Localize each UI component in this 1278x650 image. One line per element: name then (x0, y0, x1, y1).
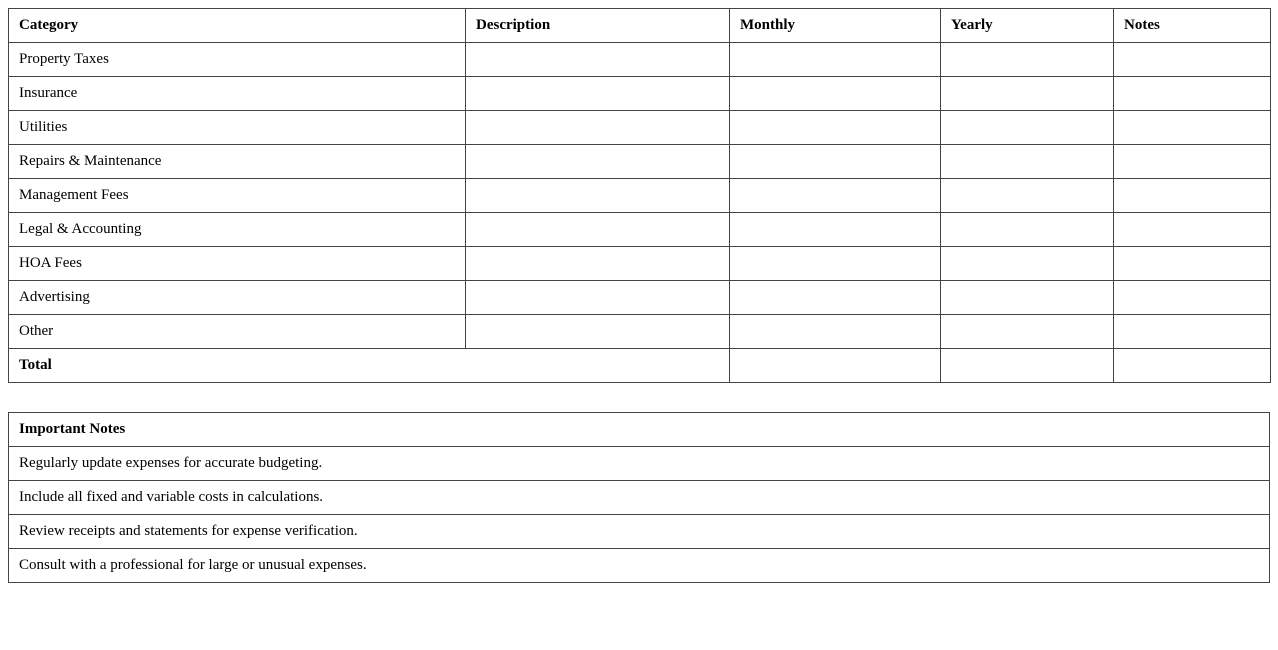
category-cell: Legal & Accounting (9, 213, 466, 247)
monthly-cell[interactable] (730, 213, 941, 247)
description-cell[interactable] (466, 315, 730, 349)
note-text: Review receipts and statements for expense verification. (9, 515, 1270, 549)
category-cell: HOA Fees (9, 247, 466, 281)
category-cell: Property Taxes (9, 43, 466, 77)
header-row (9, 9, 1271, 43)
notes-cell[interactable] (1114, 111, 1271, 145)
yearly-cell[interactable] (941, 213, 1114, 247)
table-row (9, 179, 1271, 213)
notes-cell[interactable] (1114, 247, 1271, 281)
category-cell: Other (9, 315, 466, 349)
header-category: Category (9, 9, 466, 43)
description-cell[interactable] (466, 281, 730, 315)
yearly-cell[interactable] (941, 281, 1114, 315)
total-monthly-cell[interactable] (730, 349, 941, 383)
table-row (9, 145, 1271, 179)
table-row (9, 247, 1271, 281)
important-notes-table (8, 412, 1270, 583)
description-cell[interactable] (466, 247, 730, 281)
notes-cell[interactable] (1114, 281, 1271, 315)
header-monthly: Monthly (730, 9, 941, 43)
category-cell: Insurance (9, 77, 466, 111)
yearly-cell[interactable] (941, 111, 1114, 145)
note-text: Consult with a professional for large or unusual expenses. (9, 549, 1270, 583)
header-description: Description (466, 9, 730, 43)
note-row (9, 549, 1270, 583)
total-label: Total (9, 349, 730, 383)
table-row (9, 315, 1271, 349)
monthly-cell[interactable] (730, 77, 941, 111)
monthly-cell[interactable] (730, 247, 941, 281)
yearly-cell[interactable] (941, 247, 1114, 281)
table-row (9, 43, 1271, 77)
yearly-cell[interactable] (941, 43, 1114, 77)
note-text: Include all fixed and variable costs in calculations. (9, 481, 1270, 515)
description-cell[interactable] (466, 111, 730, 145)
description-cell[interactable] (466, 145, 730, 179)
note-row (9, 481, 1270, 515)
yearly-cell[interactable] (941, 315, 1114, 349)
description-cell[interactable] (466, 179, 730, 213)
notes-cell[interactable] (1114, 43, 1271, 77)
table-row (9, 111, 1271, 145)
yearly-cell[interactable] (941, 77, 1114, 111)
yearly-cell[interactable] (941, 145, 1114, 179)
category-cell: Utilities (9, 111, 466, 145)
note-row (9, 515, 1270, 549)
note-row (9, 447, 1270, 481)
category-cell: Repairs & Maintenance (9, 145, 466, 179)
monthly-cell[interactable] (730, 315, 941, 349)
monthly-cell[interactable] (730, 43, 941, 77)
monthly-cell[interactable] (730, 145, 941, 179)
yearly-cell[interactable] (941, 179, 1114, 213)
notes-cell[interactable] (1114, 315, 1271, 349)
expenses-table (8, 8, 1271, 383)
table-row (9, 213, 1271, 247)
description-cell[interactable] (466, 213, 730, 247)
notes-cell[interactable] (1114, 179, 1271, 213)
note-text: Regularly update expenses for accurate budgeting. (9, 447, 1270, 481)
description-cell[interactable] (466, 43, 730, 77)
table-row (9, 77, 1271, 111)
total-notes-cell[interactable] (1114, 349, 1271, 383)
notes-header-row (9, 413, 1270, 447)
total-row (9, 349, 1271, 383)
notes-cell[interactable] (1114, 145, 1271, 179)
monthly-cell[interactable] (730, 111, 941, 145)
header-notes: Notes (1114, 9, 1271, 43)
monthly-cell[interactable] (730, 179, 941, 213)
notes-title: Important Notes (9, 413, 1270, 447)
total-yearly-cell[interactable] (941, 349, 1114, 383)
monthly-cell[interactable] (730, 281, 941, 315)
category-cell: Management Fees (9, 179, 466, 213)
notes-cell[interactable] (1114, 213, 1271, 247)
table-row (9, 281, 1271, 315)
notes-cell[interactable] (1114, 77, 1271, 111)
category-cell: Advertising (9, 281, 466, 315)
description-cell[interactable] (466, 77, 730, 111)
header-yearly: Yearly (941, 9, 1114, 43)
